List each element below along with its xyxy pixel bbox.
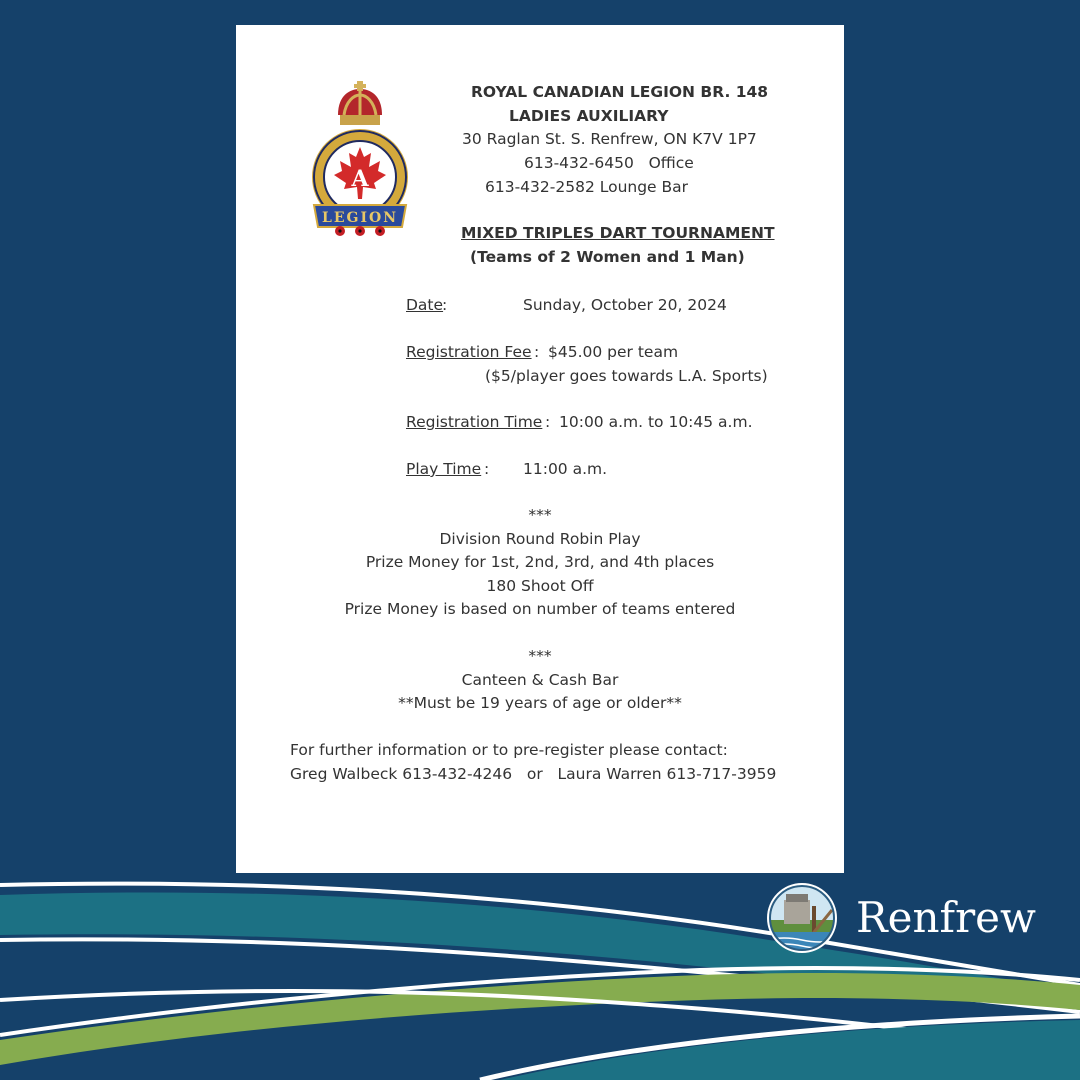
fee-label: Registration Fee <box>406 343 532 361</box>
svg-text:A: A <box>351 166 369 192</box>
org-name: ROYAL CANADIAN LEGION BR. 148 <box>471 83 769 101</box>
legion-crest-logo <box>308 81 412 241</box>
section1-line: 180 Shoot Off <box>486 577 594 595</box>
section1-line: Prize Money for 1st, 2nd, 3rd, and 4th places <box>365 553 715 571</box>
flyer-document: A LEGION ROYAL CANADIAN LEGION BR. 148 LADIES AUXILIARY 30 Raglan St. S. Renfrew, ON K7V 1P7 613-432-6450 Office 613-432-2582 Lounge Bar MIXED TRIPLES DART TOURNAMENT (Teams of 2 Women and 1 Man) Date : Sunday, October 20, 2024 Registration Fee : $45.00 per team ($5/player goes towards L.A. Sports) Registration Time : 10:00 a.m. to 10:45 a.m. Play Time : 11:00 a.m. *** Division Round Robin Play Prize Money for 1st, 2nd, 3rd, and 4th places 180 Shoot Off Prize Money is based on number of teams entered *** Canteen & Cash Bar **Must be 19 years of age or older** For further information or to pre-register please contact: Greg Walbeck 613-432-4246 or Laura Warren 613-717-3959 <box>236 25 844 873</box>
contact-people: Greg Walbeck 613-432-4246 or Laura Warren 613-717-3959 <box>290 765 777 783</box>
fee-note: ($5/player goes towards L.A. Sports) <box>485 367 768 385</box>
event-title: MIXED TRIPLES DART TOURNAMENT <box>461 224 775 242</box>
section2-line: **Must be 19 years of age or older** <box>398 694 682 712</box>
lounge-phone: 613-432-2582 Lounge Bar <box>485 178 689 196</box>
auxiliary-name: LADIES AUXILIARY <box>509 107 669 125</box>
svg-text:LEGION: LEGION <box>321 210 399 226</box>
registration-time-label: Registration Time <box>406 413 543 431</box>
separator-1: *** <box>528 506 552 524</box>
play-time-label: Play Time <box>406 460 482 478</box>
section2-line: Canteen & Cash Bar <box>461 671 619 689</box>
renfrew-wordmark: Renfrew <box>856 893 1036 942</box>
address: 30 Raglan St. S. Renfrew, ON K7V 1P7 <box>462 130 757 148</box>
event-subtitle: (Teams of 2 Women and 1 Man) <box>470 248 745 266</box>
separator-2: *** <box>528 647 552 665</box>
section1-line: Prize Money is based on number of teams entered <box>344 600 736 618</box>
section1-line: Division Round Robin Play <box>439 530 641 548</box>
date-value: Sunday, October 20, 2024 <box>523 296 727 314</box>
office-phone: 613-432-6450 Office <box>524 154 694 172</box>
teal-wave-bottom <box>500 1020 1080 1080</box>
crown-icon <box>338 81 382 125</box>
renfrew-seal-logo <box>766 882 838 954</box>
fee-value: $45.00 per team <box>548 343 679 361</box>
date-label: Date <box>406 296 444 314</box>
contact-intro: For further information or to pre-register please contact: <box>290 741 728 759</box>
registration-time-value: 10:00 a.m. to 10:45 a.m. <box>559 413 753 431</box>
play-time-value: 11:00 a.m. <box>523 460 608 478</box>
